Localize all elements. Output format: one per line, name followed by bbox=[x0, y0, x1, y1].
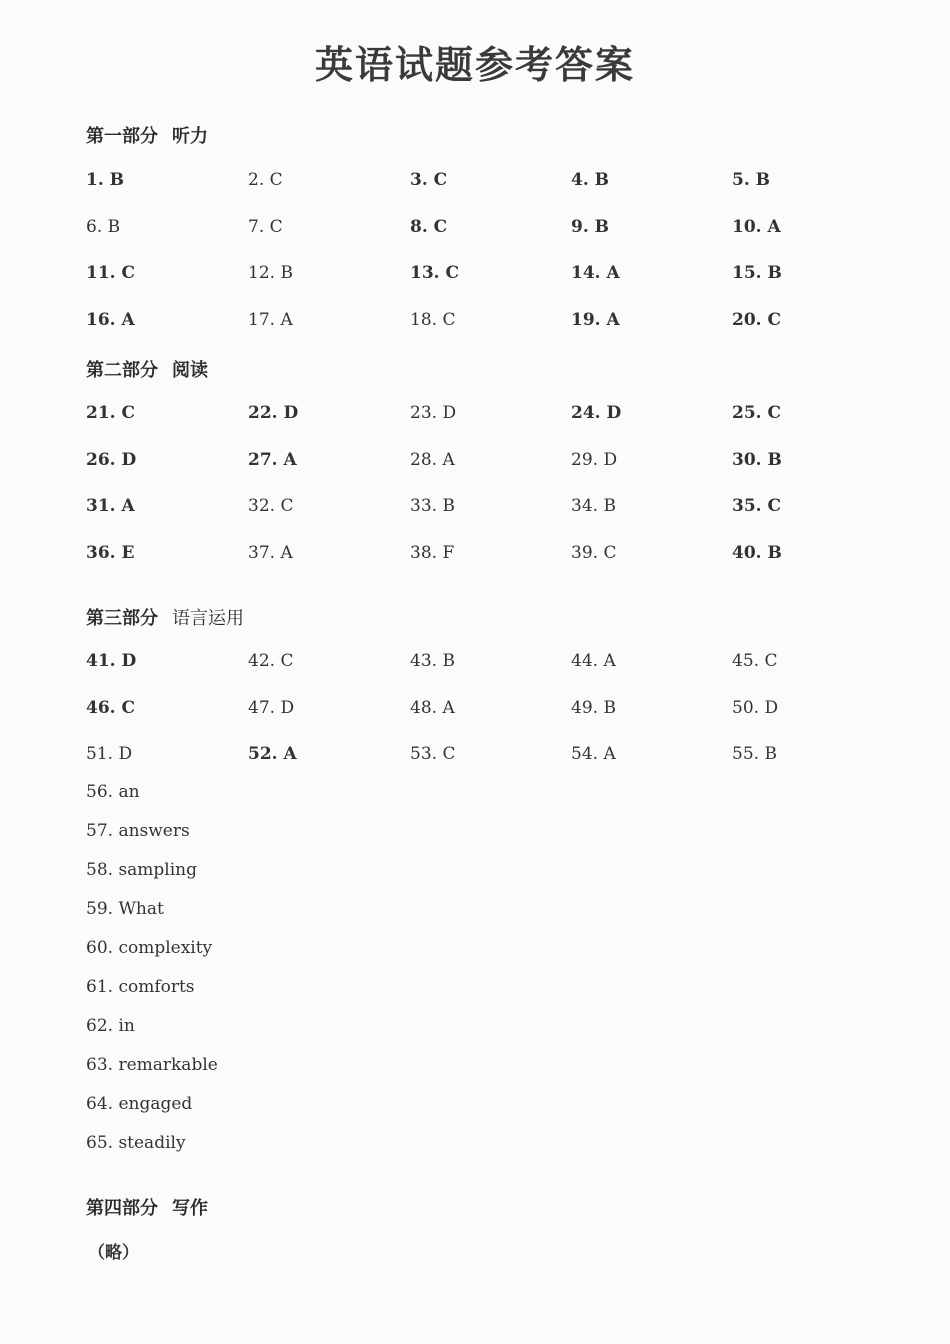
section-number: 第三部分 bbox=[86, 608, 158, 629]
answer-cell: 16. A bbox=[86, 309, 135, 330]
answer-cell: 39. C bbox=[571, 542, 617, 563]
answer-cell: 52. A bbox=[248, 744, 297, 764]
fill-in-item: 59. What bbox=[86, 899, 164, 919]
section-title: 听力 bbox=[172, 126, 208, 147]
answer-cell: 5. B bbox=[732, 170, 771, 190]
answer-cell: 40. B bbox=[732, 542, 782, 563]
fill-in-item: 60. complexity bbox=[86, 938, 213, 958]
answer-cell: 25. C bbox=[732, 403, 782, 423]
answer-grid-reading bbox=[86, 403, 886, 589]
answer-row bbox=[86, 651, 886, 698]
section-title: 阅读 bbox=[172, 360, 208, 381]
answer-cell: 55. B bbox=[732, 744, 777, 764]
answer-cell: 46. C bbox=[86, 697, 136, 718]
answer-grid-listening bbox=[86, 170, 886, 356]
section-number: 第四部分 bbox=[86, 1198, 158, 1219]
answer-cell: 11. C bbox=[86, 263, 136, 283]
answer-cell: 32. C bbox=[248, 496, 294, 516]
answer-row bbox=[86, 698, 886, 745]
answer-cell: 8. C bbox=[410, 216, 448, 237]
answer-cell: 18. C bbox=[410, 309, 456, 330]
answer-cell: 54. A bbox=[571, 744, 616, 764]
answer-cell: 41. D bbox=[86, 651, 137, 671]
section-title: 语言运用 bbox=[172, 608, 244, 629]
answer-cell: 10. A bbox=[732, 216, 781, 237]
answer-cell: 7. C bbox=[248, 216, 283, 237]
answer-cell: 22. D bbox=[248, 403, 299, 423]
answer-cell: 14. A bbox=[571, 263, 620, 283]
answer-cell: 50. D bbox=[732, 697, 779, 718]
section-title: 写作 bbox=[172, 1198, 208, 1219]
fill-in-item: 63. remarkable bbox=[86, 1055, 218, 1075]
answer-cell: 36. E bbox=[86, 542, 135, 563]
answer-cell: 4. B bbox=[571, 170, 610, 190]
answer-cell: 28. A bbox=[410, 449, 455, 470]
answer-row bbox=[86, 217, 886, 264]
answer-cell: 6. B bbox=[86, 216, 121, 237]
answer-cell: 19. A bbox=[571, 309, 620, 330]
answer-cell: 3. C bbox=[410, 170, 448, 190]
answer-row bbox=[86, 263, 886, 310]
answer-row bbox=[86, 496, 886, 543]
answer-grid-language-use bbox=[86, 651, 886, 791]
fill-in-item: 57. answers bbox=[86, 821, 190, 841]
answer-cell: 27. A bbox=[248, 449, 297, 470]
answer-cell: 35. C bbox=[732, 496, 782, 516]
answer-cell: 2. C bbox=[248, 170, 283, 190]
answer-cell: 37. A bbox=[248, 542, 293, 563]
answer-cell: 9. B bbox=[571, 216, 610, 237]
answer-cell: 13. C bbox=[410, 263, 460, 283]
answer-cell: 24. D bbox=[571, 403, 622, 423]
section-heading-reading bbox=[86, 356, 208, 382]
answer-cell: 53. C bbox=[410, 744, 456, 764]
answer-cell: 30. B bbox=[732, 449, 782, 470]
section-number: 第二部分 bbox=[86, 360, 158, 381]
answer-row bbox=[86, 543, 886, 590]
answer-cell: 23. D bbox=[410, 403, 457, 423]
answer-cell: 26. D bbox=[86, 449, 137, 470]
answer-cell: 38. F bbox=[410, 542, 455, 563]
section-heading-language-use bbox=[86, 604, 244, 630]
answer-row bbox=[86, 170, 886, 217]
fill-in-item: 61. comforts bbox=[86, 977, 195, 997]
answer-cell: 33. B bbox=[410, 496, 455, 516]
fill-in-item: 65. steadily bbox=[86, 1133, 186, 1153]
section-heading-listening bbox=[86, 122, 208, 148]
answer-cell: 42. C bbox=[248, 651, 294, 671]
answer-cell: 43. B bbox=[410, 651, 455, 671]
answer-cell: 21. C bbox=[86, 403, 136, 423]
answer-cell: 34. B bbox=[571, 496, 616, 516]
fill-in-item: 64. engaged bbox=[86, 1094, 193, 1114]
fill-in-item: 58. sampling bbox=[86, 860, 198, 880]
answer-cell: 29. D bbox=[571, 449, 618, 470]
answer-cell: 1. B bbox=[86, 170, 125, 190]
answer-cell: 44. A bbox=[571, 651, 616, 671]
answer-cell: 47. D bbox=[248, 697, 295, 718]
answer-cell: 49. B bbox=[571, 697, 616, 718]
answer-cell: 20. C bbox=[732, 309, 782, 330]
answer-cell: 12. B bbox=[248, 263, 293, 283]
page-title: 英语试题参考答案 bbox=[314, 43, 635, 87]
answer-cell: 15. B bbox=[732, 263, 782, 283]
fill-in-item: 56. an bbox=[86, 782, 140, 802]
section-number: 第一部分 bbox=[86, 126, 158, 147]
answer-cell: 51. D bbox=[86, 744, 133, 764]
answer-cell: 17. A bbox=[248, 309, 293, 330]
answer-cell: 48. A bbox=[410, 697, 455, 718]
fill-in-answers bbox=[86, 782, 218, 1172]
section-heading-writing bbox=[86, 1194, 208, 1220]
fill-in-item: 62. in bbox=[86, 1016, 135, 1036]
answer-cell: 45. C bbox=[732, 651, 778, 671]
answer-cell: 31. A bbox=[86, 496, 135, 516]
answer-row bbox=[86, 403, 886, 450]
answer-row bbox=[86, 310, 886, 357]
writing-note: （略） bbox=[88, 1243, 139, 1263]
answer-row bbox=[86, 450, 886, 497]
